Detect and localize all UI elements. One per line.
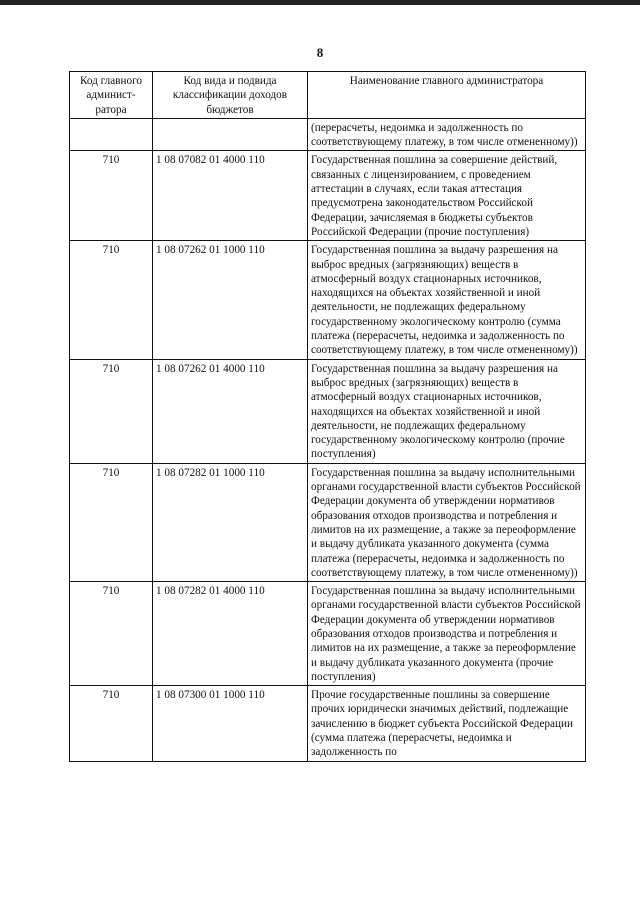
income-code-cell: 1 08 07282 01 1000 110 [153, 463, 308, 581]
table-row [70, 463, 586, 581]
admin-name-cell: (перерасчеты, недоимка и задолженность по соответствующему платежу, в том числе отмененному)) [308, 118, 586, 151]
table-row [70, 686, 586, 761]
header-admin-code: Код главного админист-ратора [70, 72, 153, 119]
admin-name-cell: Государственная пошлина за выдачу исполнительными органами государственной власти субъектов Российской Федерации документа об утверждении нормативов образования отходов производства и потребления и лимитов на их размещение, а также за переоформление и выдачу дубликата указанного документа (сумма платежа (перерасчеты, недоимка и задолженность по соответствующему платежу, в том числе отмененному)) [308, 463, 586, 581]
table-row [70, 118, 586, 151]
page-number: 8 [316, 45, 324, 60]
admin-name-cell: Государственная пошлина за выдачу исполнительными органами государственной власти субъектов Российской Федерации документа об утверждении нормативов образования отходов производства и потребления и лимитов на их размещение, а также за переоформление и выдачу дубликата указанного документа (прочие поступления) [308, 582, 586, 686]
admin-code-cell: 710 [70, 151, 153, 241]
admin-code-cell: 710 [70, 582, 153, 686]
admin-code-cell: 710 [70, 463, 153, 581]
income-code-cell: 1 08 07300 01 1000 110 [153, 686, 308, 761]
income-code-cell: 1 08 07262 01 1000 110 [153, 241, 308, 359]
admin-code-cell: 710 [70, 359, 153, 463]
income-code-cell: 1 08 07082 01 4000 110 [153, 151, 308, 241]
admin-name-cell: Государственная пошлина за выдачу разрешения на выброс вредных (загрязняющих) веществ в атмосферный воздух стационарных источников, находящихся на объектах хозяйственной и иной деятельности, не подлежащих федеральному государственному экологическому контролю (сумма платежа (перерасчеты, недоимка и задолженность по соответствующему платежу, в том числе отмененному)) [308, 241, 586, 359]
header-admin-name: Наименование главного администратора [308, 72, 586, 119]
table-row [70, 151, 586, 241]
top-border-rule [0, 0, 640, 5]
header-income-code: Код вида и подвида классификации доходов бюджетов [153, 72, 308, 119]
admin-code-cell: 710 [70, 686, 153, 761]
income-code-cell [153, 118, 308, 151]
table-header-row [70, 72, 586, 119]
admin-name-cell: Государственная пошлина за выдачу разрешения на выброс вредных (загрязняющих) веществ в атмосферный воздух стационарных источников, находящихся на объектах хозяйственной и иной деятельности, не подлежащих федеральному государственному экологическому контролю (прочие поступления) [308, 359, 586, 463]
admin-name-cell: Государственная пошлина за совершение действий, связанных с лицензированием, с проведением аттестации в случаях, если такая аттестация предусмотрена законодательством Российской Федерации, зачисляемая в бюджеты субъектов Российской Федерации (прочие поступления) [308, 151, 586, 241]
budget-admin-table [69, 71, 586, 762]
admin-name-cell: Прочие государственные пошлины за совершение прочих юридически значимых действий, подлежащие зачислению в бюджет субъекта Российской Федерации (сумма платежа (перерасчеты, недоимка и задолженность по [308, 686, 586, 761]
admin-code-cell: 710 [70, 241, 153, 359]
income-code-cell: 1 08 07262 01 4000 110 [153, 359, 308, 463]
income-code-cell: 1 08 07282 01 4000 110 [153, 582, 308, 686]
admin-code-cell [70, 118, 153, 151]
table-row [70, 359, 586, 463]
table-row [70, 582, 586, 686]
table-row [70, 241, 586, 359]
